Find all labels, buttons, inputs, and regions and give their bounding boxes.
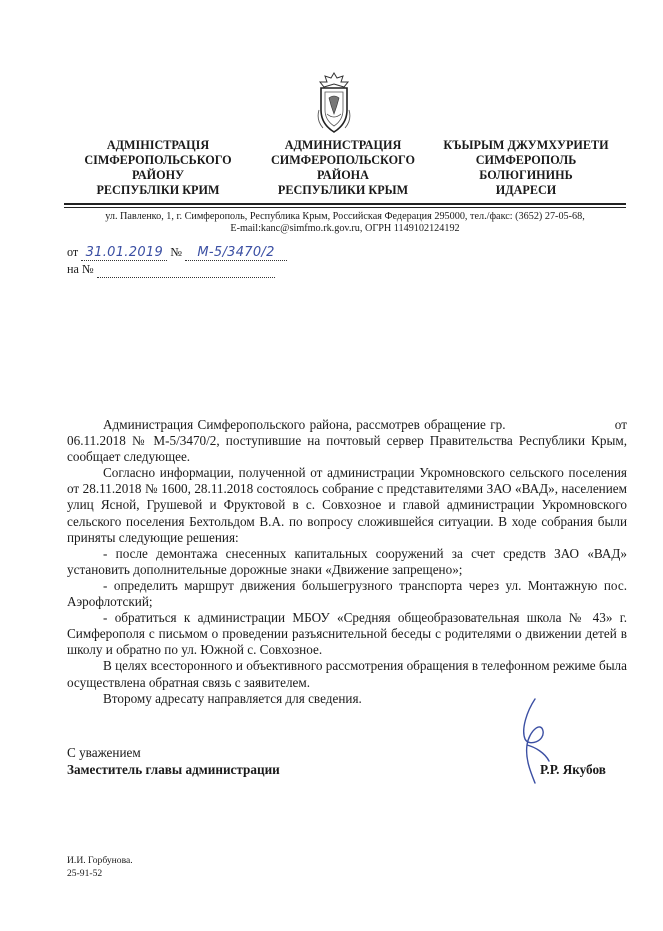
body-paragraph: - после демонтажа снесенных капитальных сооружений за счет средств ЗАО «ВАД» установить дополнительные дорожные знаки «Движение запрещено»; (67, 545, 627, 577)
handwritten-signature (505, 695, 565, 787)
closing-phrase: С уважением (67, 745, 141, 760)
reply-label: на № (67, 262, 94, 276)
letter-body (67, 417, 631, 707)
executor-name: И.И. Горбунова. (67, 855, 133, 866)
header-russian-line: РАЙОНА (317, 168, 369, 182)
header-crimean-tatar-line: ИДАРЕСИ (495, 183, 557, 197)
header-russian-line: АДМИНИСТРАЦИЯ (284, 138, 402, 152)
outgoing-date-value: 31.01.2019 (85, 245, 164, 260)
from-label: от (67, 245, 79, 259)
header-ukrainian (68, 138, 248, 198)
header-crimean-tatar-line: СИМФЕРОПОЛЬ (475, 153, 577, 167)
body-paragraph: Второму адресату направляется для сведения. (103, 690, 362, 706)
header-crimean-tatar (436, 138, 616, 198)
incoming-reference (67, 262, 275, 278)
header-russian-line: РЕСПУБЛИКИ КРЫМ (277, 183, 409, 197)
body-paragraph: - обратиться к администрации МБОУ «Средняя общеобразовательная школа № 43» г. Симферополя с письмом о проведении разъяснительной беседы с родителями о движении детей в школу и обратно по ул. Южной с. Совхозное. (67, 610, 627, 658)
header-ukrainian-line: РАЙОНУ (131, 168, 185, 182)
number-label: № (170, 245, 182, 259)
outgoing-number (185, 245, 287, 261)
header-ukrainian-line: СІМФЕРОПОЛЬСЬКОГО (84, 153, 232, 167)
header-rule-top (64, 203, 626, 205)
header-crimean-tatar-line: БОЛЮГИНИНЬ (479, 168, 573, 182)
executor-phone: 25-91-52 (67, 868, 103, 879)
header-ukrainian-line: РЕСПУБЛІКИ КРИМ (96, 183, 220, 197)
signatory-position: Заместитель главы администрации (67, 762, 280, 777)
body-paragraph: - определить маршрут движения большегрузного транспорта через ул. Монтажную пос. Аэрофлотский; (67, 577, 627, 610)
outgoing-number-value: М-5/3470/2 (197, 245, 275, 260)
signatory-name: Р.Р. Якубов (540, 762, 606, 777)
incoming-number-blank (97, 262, 275, 278)
header-rule-bottom (64, 207, 626, 208)
header-russian-line: СИМФЕРОПОЛЬСКОГО (270, 153, 415, 167)
body-paragraph: Администрация Симферопольского района, рассмотрев обращение гр. от 06.11.2018 № М-5/3470/2, поступившие на почтовый сервер Правительства Республики Крым, сообщает следующее. (67, 417, 631, 465)
header-russian (252, 138, 434, 198)
body-paragraph: В целях всесторонного и объективного рассмотрения обращения в телефонном режиме была осуществлена обратная связь с заявителем. (67, 658, 627, 690)
address-line-1: ул. Павленко, 1, г. Симферополь, Республика Крым, Российская Федерация 295000, тел./факс: (3652) 27-05-68, (105, 211, 585, 222)
outgoing-date (81, 245, 167, 261)
coat-of-arms-emblem (313, 70, 355, 136)
address-line-2: E-mail:kanc@simfmo.rk.gov.ru, ОГРН 1149102124192 (230, 223, 460, 234)
outgoing-reference (67, 245, 287, 261)
header-ukrainian-line: АДМІНІСТРАЦІЯ (106, 138, 210, 152)
body-paragraph: Согласно информации, полученной от администрации Укромновского сельского поселения от 28.11.2018 № 1600, 28.11.2018 состоялось собрание с представителями ЗАО «ВАД», населением улиц Ясной, Грушевой и Фруктовой в с. Совхозное и главой администрации Укромновского сельского поселения Бехтольдом В.А. по вопросу сложившейся ситуации. В ходе собрания были приняты следующие решения: (67, 465, 627, 545)
header-crimean-tatar-line: КЪЫРЫМ ДЖУМХУРИЕТИ (443, 138, 609, 152)
